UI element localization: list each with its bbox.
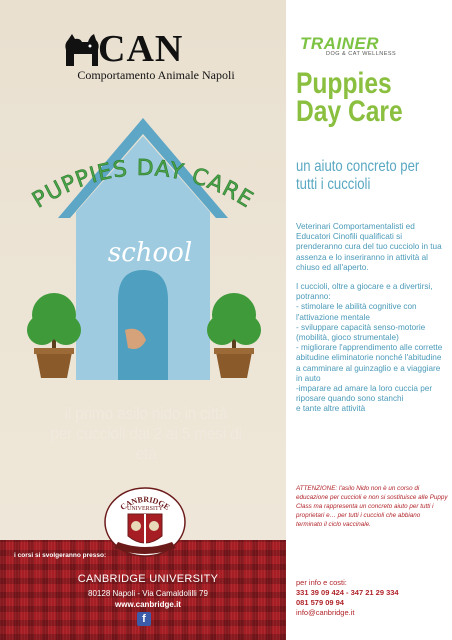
right-potted-tree [207, 293, 261, 378]
venue-address: 80128 Napoli - Via Camaldolilli 79 [88, 589, 208, 598]
tagline [39, 404, 252, 464]
arc-title-text: PUPPIES DAY CARE [28, 155, 258, 214]
description [296, 222, 446, 415]
list-intro: I cuccioli, oltre a giocare e a divertirsi, potranno: [296, 282, 433, 302]
can-subtitle: Comportamento Animale Napoli [77, 68, 235, 82]
can-logo [60, 28, 240, 88]
email-link[interactable]: info@canbridge.it [296, 608, 355, 617]
venue-name: CANBRIDGE UNIVERSITY [77, 573, 219, 585]
list-item: - sviluppare capacità senso-motorie (mobilità, gioco strumentale) [296, 322, 426, 343]
crest-bottom-text: UNIVERSITY [127, 506, 163, 512]
activities-list [296, 282, 446, 415]
subtitle-line-2: tutti i cuccioli [296, 176, 371, 193]
tagline-line-2: per cuccioli dai 2 ai 5 mesi di età [50, 424, 242, 463]
title-line-1: Puppies [296, 67, 392, 100]
phone-number-landline[interactable]: 081 579 09 94 [296, 598, 344, 607]
trainer-logo: TRAINER [300, 34, 380, 53]
trainer-tagline: DOG & CAT WELLNESS [326, 51, 397, 57]
intro-paragraph: Veterinari Comportamentalisti ed Educatori Cinofili qualificati si prenderanno cura del tuo cucciolo in tua assenza e lo inseriranno in attività al chiuso ed all'aperto. [296, 222, 442, 272]
dog-silhouette-icon [60, 30, 102, 68]
can-wordmark: CAN [98, 28, 184, 70]
warning-note: ATTENZIONE: l'asilo Nido non è un corso di educazione per cuccioli e non si sostituisce alle Puppy Class ma rappresenta un concreto aiuto per tutti i proprietari e… per tutti i cuccioli che abbiano terminato il ciclo vaccinale. [296, 485, 448, 528]
canbridge-crest-logo [100, 478, 190, 568]
list-item: - stimolare le abilità cognitive con l'attivazione mentale [296, 302, 417, 322]
school-label: school [107, 238, 193, 268]
courses-location-label: i corsi si svolgeranno presso: [14, 552, 107, 559]
crest-top-text: CANBRIDGE [118, 494, 172, 512]
contact-info [296, 578, 448, 618]
facebook-icon[interactable]: f [137, 612, 151, 626]
page-title [296, 67, 419, 128]
door-opening [118, 270, 168, 380]
tagline-line-1: il primo asilo nido in città [64, 404, 228, 423]
title-line-2: Day Care [296, 95, 403, 128]
right-panel [286, 0, 452, 640]
list-item: - migliorare l'apprendimento alle corrette abitudine eliminatorie nonché l'abitudine a camminare al guinzaglio e a viaggiare in auto [296, 343, 443, 383]
list-item: e tante altre attività [296, 404, 366, 414]
svg-text:PUPPIES DAY CARE [28, 156, 257, 214]
list-item: -imparare ad amare la loro cuccia per riposare quando sono stanchi [296, 384, 433, 404]
left-potted-tree [27, 293, 81, 378]
arc-title [0, 140, 286, 230]
contacts-label: per info e costi: [296, 578, 347, 587]
subtitle [296, 158, 427, 194]
subtitle-line-1: un aiuto concreto per [296, 158, 420, 175]
venue-website-link[interactable]: www.canbridge.it [115, 600, 181, 609]
phone-numbers[interactable]: 331 39 09 424 - 347 21 29 334 [296, 588, 399, 597]
